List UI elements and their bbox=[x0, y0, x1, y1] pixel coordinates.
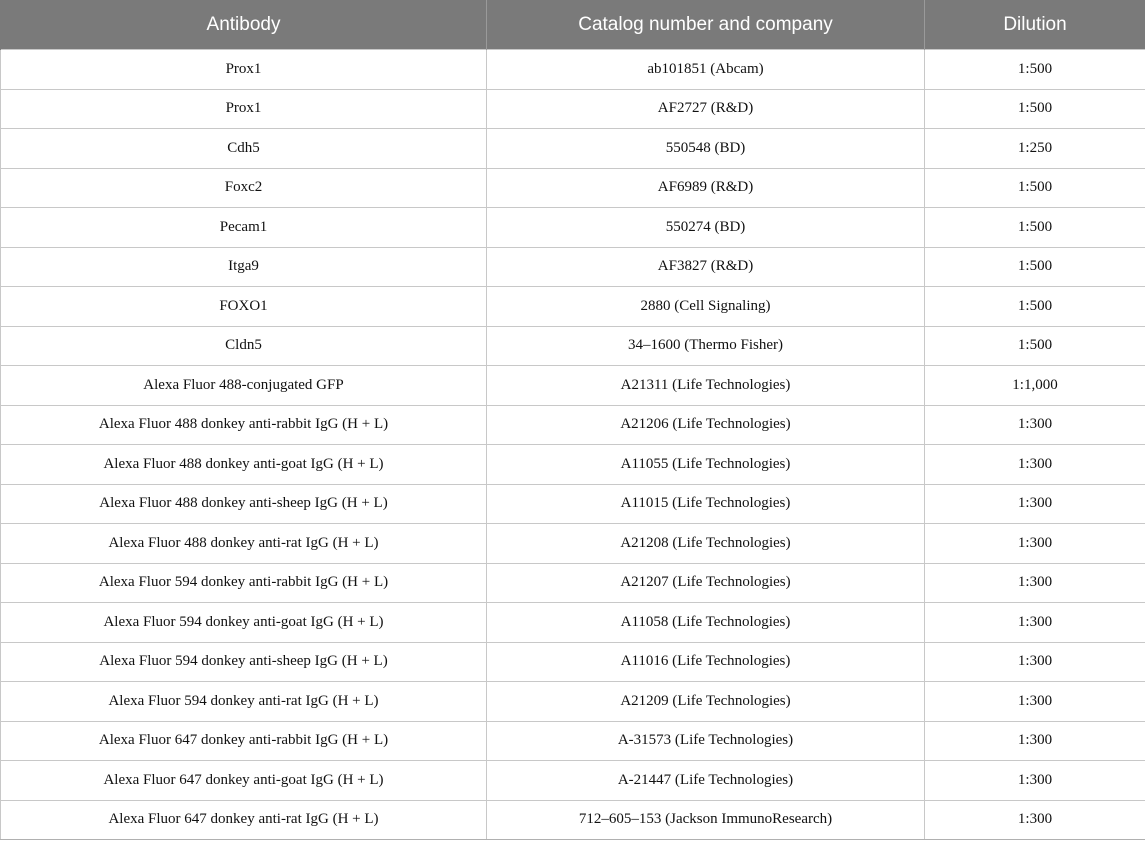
table-row bbox=[1, 761, 1145, 801]
header-dilution: Dilution bbox=[925, 0, 1145, 50]
cell-antibody: Alexa Fluor 594 donkey anti-goat IgG (H + L) bbox=[1, 603, 487, 643]
table-row bbox=[1, 287, 1145, 327]
table-row bbox=[1, 642, 1145, 682]
cell-antibody: Cdh5 bbox=[1, 129, 487, 169]
cell-antibody: Alexa Fluor 594 donkey anti-rat IgG (H + L) bbox=[1, 682, 487, 722]
table-row bbox=[1, 208, 1145, 248]
cell-dilution: 1:500 bbox=[925, 287, 1145, 327]
table-row bbox=[1, 800, 1145, 840]
cell-antibody: Foxc2 bbox=[1, 168, 487, 208]
table-row bbox=[1, 50, 1145, 90]
cell-catalog: ab101851 (Abcam) bbox=[487, 50, 925, 90]
cell-catalog: A11016 (Life Technologies) bbox=[487, 642, 925, 682]
cell-catalog: A21208 (Life Technologies) bbox=[487, 524, 925, 564]
cell-dilution: 1:300 bbox=[925, 800, 1145, 840]
cell-dilution: 1:500 bbox=[925, 326, 1145, 366]
cell-antibody: Prox1 bbox=[1, 50, 487, 90]
cell-dilution: 1:300 bbox=[925, 524, 1145, 564]
cell-catalog: A11058 (Life Technologies) bbox=[487, 603, 925, 643]
header-antibody: Antibody bbox=[1, 0, 487, 50]
cell-antibody: Cldn5 bbox=[1, 326, 487, 366]
cell-dilution: 1:500 bbox=[925, 247, 1145, 287]
cell-dilution: 1:300 bbox=[925, 682, 1145, 722]
cell-antibody: Itga9 bbox=[1, 247, 487, 287]
cell-catalog: 712–605–153 (Jackson ImmunoResearch) bbox=[487, 800, 925, 840]
cell-dilution: 1:500 bbox=[925, 89, 1145, 129]
cell-antibody: Alexa Fluor 647 donkey anti-rat IgG (H + L) bbox=[1, 800, 487, 840]
table-row bbox=[1, 682, 1145, 722]
cell-catalog: A21207 (Life Technologies) bbox=[487, 563, 925, 603]
cell-dilution: 1:1,000 bbox=[925, 366, 1145, 406]
table-row bbox=[1, 89, 1145, 129]
cell-antibody: Pecam1 bbox=[1, 208, 487, 248]
cell-antibody: Prox1 bbox=[1, 89, 487, 129]
table-header bbox=[1, 0, 1145, 50]
cell-dilution: 1:250 bbox=[925, 129, 1145, 169]
cell-catalog: AF2727 (R&D) bbox=[487, 89, 925, 129]
cell-catalog: 2880 (Cell Signaling) bbox=[487, 287, 925, 327]
cell-antibody: Alexa Fluor 488-conjugated GFP bbox=[1, 366, 487, 406]
cell-catalog: A11015 (Life Technologies) bbox=[487, 484, 925, 524]
cell-antibody: Alexa Fluor 647 donkey anti-rabbit IgG (H + L) bbox=[1, 721, 487, 761]
table-row bbox=[1, 563, 1145, 603]
cell-catalog: A21206 (Life Technologies) bbox=[487, 405, 925, 445]
cell-dilution: 1:300 bbox=[925, 642, 1145, 682]
header-row bbox=[1, 0, 1145, 50]
cell-catalog: 550274 (BD) bbox=[487, 208, 925, 248]
cell-antibody: Alexa Fluor 488 donkey anti-rabbit IgG (H + L) bbox=[1, 405, 487, 445]
cell-antibody: Alexa Fluor 488 donkey anti-goat IgG (H + L) bbox=[1, 445, 487, 485]
table-row bbox=[1, 721, 1145, 761]
cell-catalog: A21311 (Life Technologies) bbox=[487, 366, 925, 406]
table-row bbox=[1, 366, 1145, 406]
cell-dilution: 1:300 bbox=[925, 445, 1145, 485]
table-row bbox=[1, 247, 1145, 287]
table-row bbox=[1, 405, 1145, 445]
table-row bbox=[1, 445, 1145, 485]
table-body bbox=[1, 50, 1145, 840]
cell-catalog: A-21447 (Life Technologies) bbox=[487, 761, 925, 801]
cell-dilution: 1:300 bbox=[925, 721, 1145, 761]
cell-antibody: Alexa Fluor 594 donkey anti-sheep IgG (H + L) bbox=[1, 642, 487, 682]
cell-catalog: AF3827 (R&D) bbox=[487, 247, 925, 287]
cell-catalog: A11055 (Life Technologies) bbox=[487, 445, 925, 485]
cell-antibody: Alexa Fluor 594 donkey anti-rabbit IgG (H + L) bbox=[1, 563, 487, 603]
cell-dilution: 1:300 bbox=[925, 603, 1145, 643]
cell-dilution: 1:500 bbox=[925, 50, 1145, 90]
header-catalog: Catalog number and company bbox=[487, 0, 925, 50]
cell-catalog: 550548 (BD) bbox=[487, 129, 925, 169]
cell-antibody: Alexa Fluor 488 donkey anti-rat IgG (H + L) bbox=[1, 524, 487, 564]
cell-dilution: 1:500 bbox=[925, 168, 1145, 208]
cell-catalog: AF6989 (R&D) bbox=[487, 168, 925, 208]
cell-antibody: Alexa Fluor 488 donkey anti-sheep IgG (H + L) bbox=[1, 484, 487, 524]
cell-dilution: 1:300 bbox=[925, 761, 1145, 801]
table-row bbox=[1, 326, 1145, 366]
cell-catalog: A21209 (Life Technologies) bbox=[487, 682, 925, 722]
cell-dilution: 1:500 bbox=[925, 208, 1145, 248]
cell-catalog: 34–1600 (Thermo Fisher) bbox=[487, 326, 925, 366]
cell-dilution: 1:300 bbox=[925, 405, 1145, 445]
table-row bbox=[1, 603, 1145, 643]
cell-dilution: 1:300 bbox=[925, 484, 1145, 524]
table-row bbox=[1, 129, 1145, 169]
table-row bbox=[1, 524, 1145, 564]
table-row bbox=[1, 168, 1145, 208]
table-row bbox=[1, 484, 1145, 524]
cell-catalog: A-31573 (Life Technologies) bbox=[487, 721, 925, 761]
cell-antibody: FOXO1 bbox=[1, 287, 487, 327]
cell-dilution: 1:300 bbox=[925, 563, 1145, 603]
cell-antibody: Alexa Fluor 647 donkey anti-goat IgG (H + L) bbox=[1, 761, 487, 801]
